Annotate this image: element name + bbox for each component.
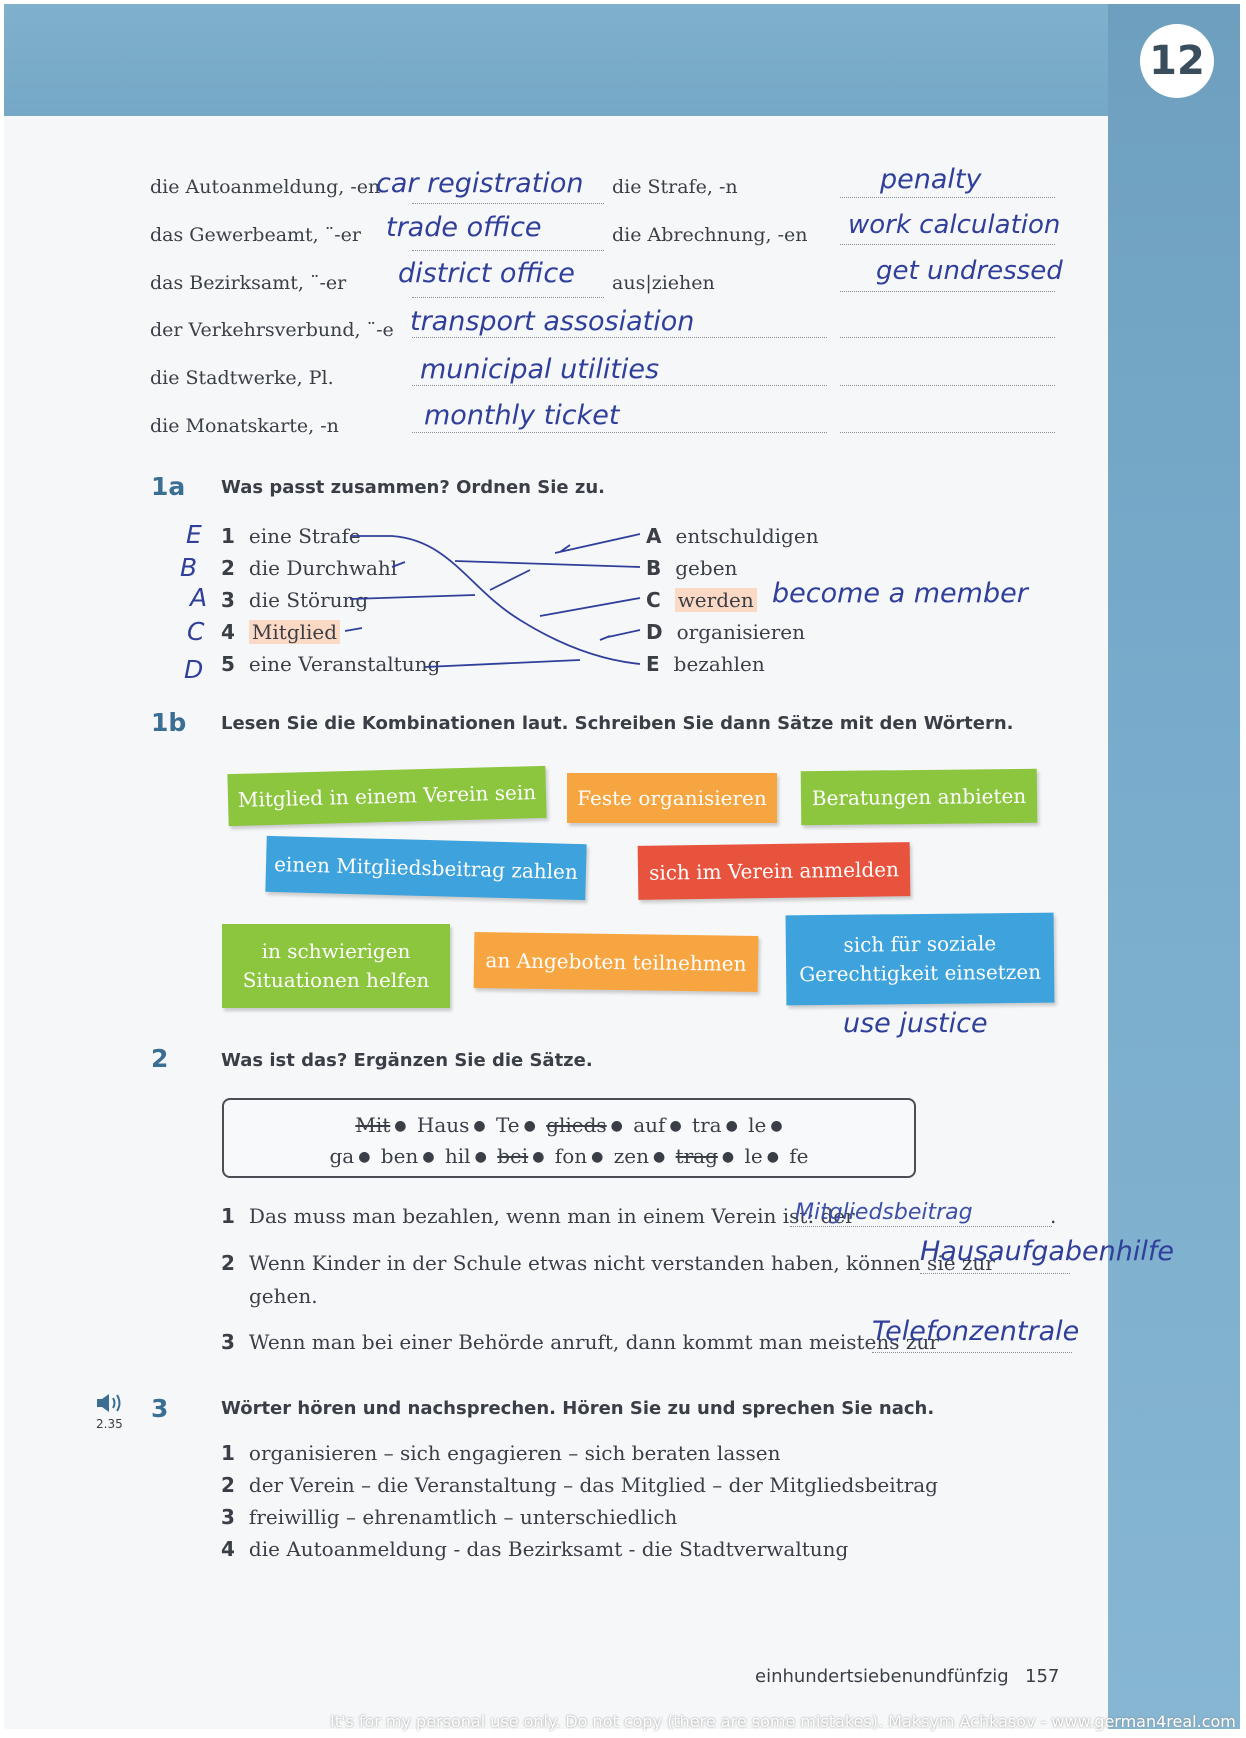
item-letter: D [646,620,663,644]
bullet-icon: ● [610,1118,623,1134]
item-text: organisieren – sich engagieren – sich beraten lassen [248,1441,781,1465]
handwritten-note: use justice [843,1008,988,1039]
list-item [221,1537,848,1561]
item-text: freiwillig – ehrenamtlich – unterschiedlich [248,1505,678,1529]
handwritten-answer: trade office [386,212,542,243]
vocab-term: die Stadtwerke, Pl. [150,367,334,389]
handwritten-answer: get undressed [876,256,1063,286]
bullet-icon: ● [721,1149,735,1165]
match-line [540,598,640,616]
handwritten-letter: D [184,655,204,684]
handwritten-answer: work calculation [848,210,1061,240]
item-letter: C [646,588,661,612]
match-line [425,660,580,667]
item-number: 3 [221,1505,235,1529]
bullet-icon: ● [770,1118,783,1134]
list-item [221,1441,780,1465]
handwritten-letter: C [187,617,205,646]
item-letter: B [646,556,662,580]
vocab-term: das Gewerbeamt, ¨-er [150,224,362,246]
item-number: 5 [221,652,235,676]
bullet-icon: ● [669,1118,682,1134]
vocab-term: die Strafe, -n [612,176,738,198]
item-number: 2 [221,1473,235,1497]
item-number: 3 [221,588,235,612]
syllable: fe [789,1144,809,1168]
item-number: 1 [221,1204,235,1228]
match-line [600,630,640,640]
item-text: eine Veranstaltung [248,652,441,676]
word-card: Beratungen anbieten [801,769,1038,825]
item-text: die Störung [248,588,369,612]
item-number: 3 [221,1330,235,1354]
item-text: die Durchwahl [248,556,398,580]
syllable-row [224,1113,914,1137]
exercise-number: 2 [151,1044,169,1073]
syllable-row [224,1144,914,1168]
item-number: 1 [221,1441,235,1465]
syllable-box [222,1098,916,1178]
item-number: 2 [221,1251,235,1275]
syllable: zen [613,1144,649,1168]
exercise-number: 1b [151,708,187,737]
sentence [221,1251,995,1275]
chapter-badge: 12 [1140,24,1214,98]
item-letter: E [646,652,660,676]
handwritten-letter: B [180,553,198,582]
handwritten-answer: Hausaufgabenhilfe [920,1236,1174,1267]
vocab-term: der Verkehrsverbund, ¨-e [150,319,394,341]
handwritten-answer: Mitgliedsbeitrag [795,1200,973,1225]
syllable: Haus [416,1113,470,1137]
sentence-text: Wenn Kinder in der Schule etwas nicht verstanden haben, können sie zur [248,1251,995,1275]
bullet-icon: ● [725,1118,738,1134]
match-line [345,628,362,631]
vocab-term: aus|ziehen [612,272,715,294]
item-text: geben [675,556,738,580]
syllable: le [748,1113,767,1137]
item-text: entschuldigen [675,524,819,548]
syllable: le [744,1144,763,1168]
answer-line [790,1226,1052,1227]
bullet-icon: ● [358,1149,371,1165]
handwritten-answer: car registration [376,168,584,199]
item-text: die Autoanmeldung - das Bezirksamt - die Stadtverwaltung [248,1537,849,1561]
syllable: ben [380,1144,419,1168]
handwritten-letter: A [190,583,208,612]
exercise-title: Wörter hören und nachsprechen. Hören Sie zu und sprechen Sie nach. [221,1398,935,1419]
sentence-continuation: gehen. [249,1284,318,1308]
exercise-number: 1a [151,472,186,501]
sentence-end: . [1050,1204,1057,1228]
match-line [350,536,640,664]
answer-line [920,1273,1070,1274]
bullet-icon: ● [591,1149,604,1165]
item-text: organisieren [676,620,805,644]
vocab-term: das Bezirksamt, ¨-er [150,272,347,294]
list-item [221,1505,677,1529]
item-text: der Verein – die Veranstaltung – das Mitglied – der Mitgliedsbeitrag [248,1473,938,1497]
match-line [555,534,640,553]
word-card: sich für soziale Gerechtigkeit einsetzen [786,913,1055,1006]
bullet-icon: ● [394,1118,407,1134]
item-number: 4 [221,1537,235,1561]
word-card: Feste organisieren [567,773,777,823]
page-word: einhundertsiebenundfünfzig [755,1666,1009,1687]
bullet-icon: ● [652,1149,666,1165]
bullet-icon: ● [474,1149,487,1165]
item-number: 4 [221,620,235,644]
handwritten-answer: penalty [880,164,982,195]
bullet-icon: ● [532,1149,545,1165]
bullet-icon: ● [422,1149,435,1165]
vocab-term: die Autoanmeldung, -en [150,176,381,198]
watermark: It's for my personal use only. Do not copy (there are some mistakes). Maksym Achkasov - www.german4real.com [330,1712,1236,1731]
sentence-text: Wenn man bei einer Behörde anruft, dann kommt man meistens zur [248,1330,939,1354]
word-card: Mitglied in einem Verein sein [227,766,546,826]
syllable: auf [633,1113,666,1137]
list-item [221,1473,938,1497]
syllable: Mit [355,1113,391,1137]
exercise-title: Was passt zusammen? Ordnen Sie zu. [221,477,605,498]
bullet-icon: ● [523,1118,536,1134]
match-line [392,561,640,567]
item-number: 2 [221,556,235,580]
syllable: hil [444,1144,471,1168]
sentence [221,1204,855,1228]
exercise-title: Was ist das? Ergänzen Sie die Sätze. [221,1050,593,1071]
syllable: trag [675,1144,718,1168]
item-number: 1 [221,524,235,548]
handwritten-letter: E [186,520,202,549]
syllable: tra [692,1113,722,1137]
handwritten-note: become a member [772,578,1028,609]
item-text: bezahlen [673,652,765,676]
exercise-title: Lesen Sie die Kombinationen laut. Schreiben Sie dann Sätze mit den Wörtern. [221,713,1014,734]
syllable: ga [329,1144,355,1168]
answer-line [872,1352,1072,1353]
item-letter: A [646,524,662,548]
matching-lines [0,0,1246,720]
word-card: in schwierigen Situationen helfen [222,924,450,1008]
bullet-icon: ● [473,1118,486,1134]
page-number: 157 [1025,1666,1060,1687]
word-card: an Angeboten teilnehmen [474,932,759,992]
sentence [221,1330,939,1354]
bullet-icon: ● [766,1149,779,1165]
word-card: sich im Verein anmelden [638,842,911,900]
handwritten-answer: municipal utilities [420,354,660,385]
word-card: einen Mitgliedsbeitrag zahlen [265,836,586,900]
item-text: eine Strafe [248,524,361,548]
sentence-text: Das muss man bezahlen, wenn man in einem Verein ist: der [248,1204,855,1228]
handwritten-answer: district office [398,258,575,289]
speaker-icon[interactable] [96,1392,126,1414]
syllable: bei [497,1144,529,1168]
audio-track-number: 2.35 [96,1417,123,1431]
vocab-term: die Abrechnung, -en [612,224,808,246]
handwritten-answer: transport assosiation [410,306,695,337]
vocab-term: die Monatskarte, -n [150,415,339,437]
match-line [350,570,530,599]
item-text: Mitglied [249,620,340,644]
exercise-number: 3 [151,1394,169,1423]
handwritten-answer: Telefonzentrale [872,1316,1080,1347]
handwritten-answer: monthly ticket [424,400,620,431]
syllable: fon [554,1144,588,1168]
syllable: Te [495,1113,520,1137]
syllable: glieds [546,1113,607,1137]
item-text: werden [675,588,757,612]
